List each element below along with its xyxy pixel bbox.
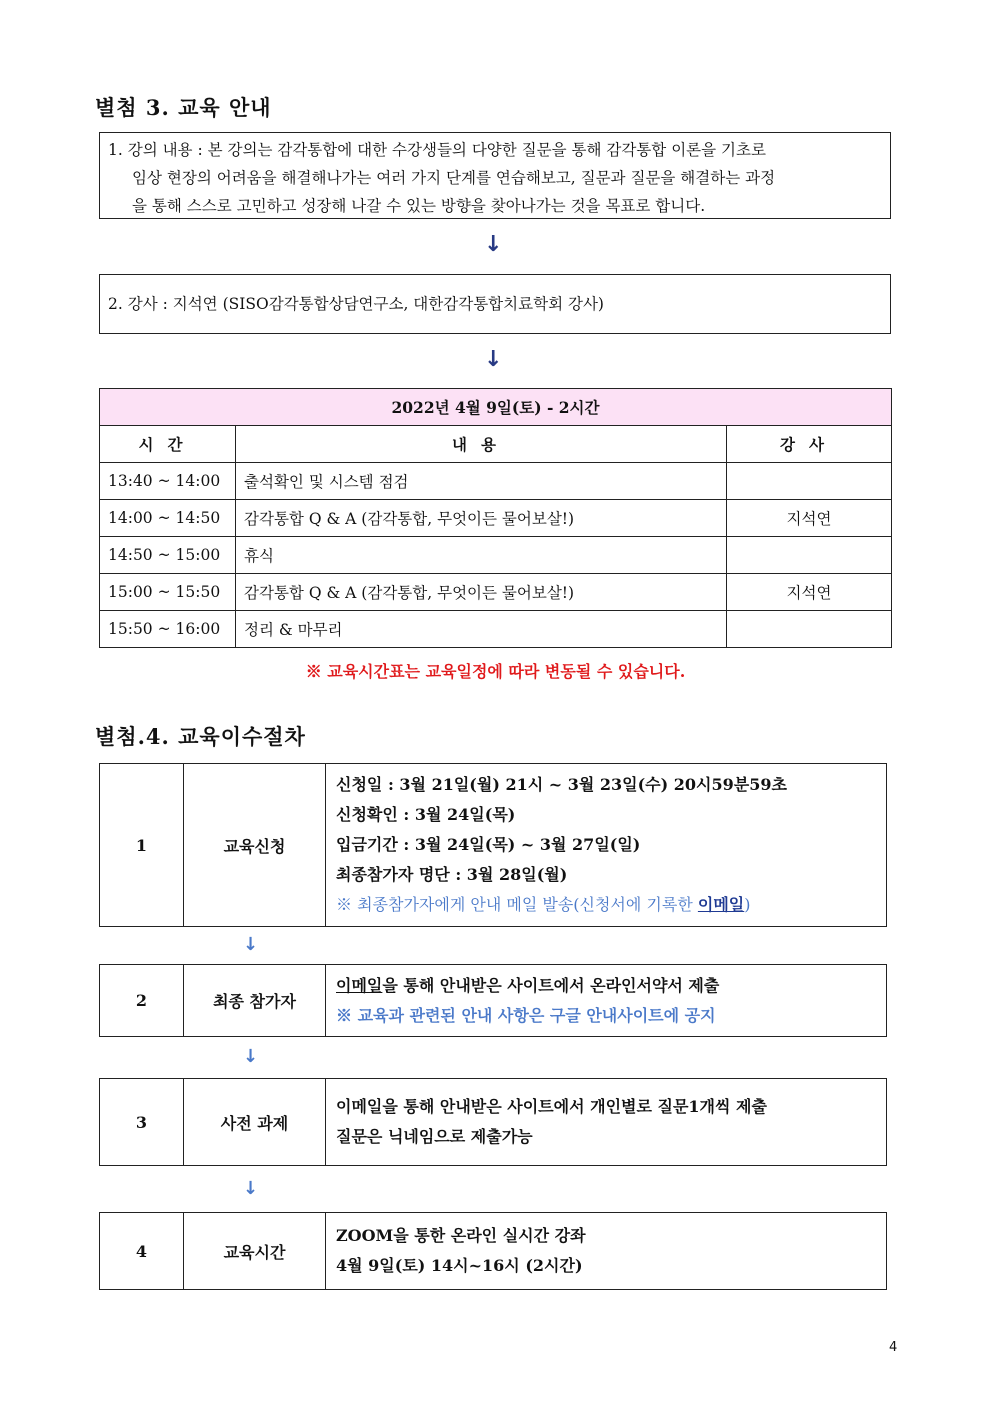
section4-title: 별첨.4. 교육이수절차 [95,724,306,749]
down-arrow-icon: ↓ [243,1178,259,1199]
step-4-table [99,1212,887,1290]
lecture-description-line3: 을 통해 스스로 고민하고 성장해 나갈 수 있는 방향을 찾아나가는 것을 목표로 합니다. [132,197,706,215]
step-detail-note: ※ 교육과 관련된 안내 사항은 구글 안내사이트에 공지 [336,1005,716,1025]
step-number: 2 [100,965,184,1037]
step-detail-line: ZOOM을 통한 온라인 실시간 강좌 [336,1226,586,1245]
step-name: 사전 과제 [184,1079,326,1166]
down-arrow-icon: ↓ [484,347,503,372]
step-details [326,764,887,927]
instructor-text: 2. 강사 : 지석연 (SISO감각통합상담연구소, 대한감각통합치료학회 강사) [108,295,604,313]
down-arrow-icon: ↓ [243,1046,259,1067]
row-lecturer [727,611,892,648]
table-row [100,611,892,648]
step-number: 3 [100,1079,184,1166]
row-content: 정리 & 마무리 [236,611,727,648]
section3-title: 별첨 3. 교육 안내 [95,95,272,120]
step-name: 최종 참가자 [184,965,326,1037]
schedule-table [99,388,892,648]
row-content: 감각통합 Q & A (감각통합, 무엇이든 물어보살!) [236,500,727,537]
step-detail-note [336,890,876,920]
step-2-table [99,964,887,1037]
row-time: 14:50 ~ 15:00 [100,537,236,574]
lecture-description-line1: 1. 강의 내용 : 본 강의는 감각통합에 대한 수강생들의 다양한 질문을 통해 감각통합 이론을 기초로 [108,141,766,159]
table-row [100,463,892,500]
email-link[interactable]: 이메일 [336,975,383,995]
table-row [100,500,892,537]
note-text: ※ 최종참가자에게 안내 메일 발송(신청서에 기록한 [336,895,698,914]
row-lecturer [727,463,892,500]
step-detail-line: 최종참가자 명단 : 3월 28일(월) [336,865,568,884]
page-number: 4 [889,1340,898,1355]
down-arrow-icon: ↓ [243,934,259,955]
instructor-box [99,274,891,334]
row-time: 15:00 ~ 15:50 [100,574,236,611]
lecture-description-line2: 임상 현장의 어려움을 해결해나가는 여러 가지 단계를 연습해보고, 질문과 질문을 해결하는 과정 [132,169,776,187]
note-text-end: ) [744,895,751,914]
schedule-date-header: 2022년 4월 9일(토) - 2시간 [100,389,892,426]
table-row [100,574,892,611]
step-detail-line: 신청일 : 3월 21일(월) 21시 ~ 3월 23일(수) 20시59분59초 [336,775,787,794]
row-content: 휴식 [236,537,727,574]
row-time: 15:50 ~ 16:00 [100,611,236,648]
step-details [326,965,887,1037]
step-detail-line: 신청확인 : 3월 24일(목) [336,805,516,824]
schedule-change-note: ※ 교육시간표는 교육일정에 따라 변동될 수 있습니다. [305,662,686,681]
step-name: 교육시간 [184,1213,326,1290]
lecture-description-box [99,132,891,219]
table-row [100,537,892,574]
step-number: 4 [100,1213,184,1290]
col-time-header: 시간 [100,426,236,463]
step-name: 교육신청 [184,764,326,927]
row-lecturer [727,537,892,574]
col-lecturer-header: 강사 [727,426,892,463]
step-detail-line: 4월 9일(토) 14시~16시 (2시간) [336,1256,583,1275]
step-detail-line: 질문은 닉네임으로 제출가능 [336,1127,533,1146]
step-detail-line: 입금기간 : 3월 24일(목) ~ 3월 27일(일) [336,835,641,854]
step-detail-text: 을 통해 안내받은 사이트에서 온라인서약서 제출 [382,975,720,995]
step-detail-line [336,971,876,1001]
row-lecturer: 지석연 [727,574,892,611]
step-details [326,1079,887,1166]
row-content: 출석확인 및 시스템 점검 [236,463,727,500]
row-lecturer: 지석연 [727,500,892,537]
row-time: 13:40 ~ 14:00 [100,463,236,500]
step-1-table [99,763,887,927]
email-link[interactable]: 이메일 [697,895,745,914]
row-content: 감각통합 Q & A (감각통합, 무엇이든 물어보살!) [236,574,727,611]
col-content-header: 내용 [236,426,727,463]
step-detail-line: 이메일을 통해 안내받은 사이트에서 개인별로 질문1개씩 제출 [336,1097,767,1116]
step-number: 1 [100,764,184,927]
row-time: 14:00 ~ 14:50 [100,500,236,537]
step-details [326,1213,887,1290]
down-arrow-icon: ↓ [484,232,503,257]
step-3-table [99,1078,887,1166]
